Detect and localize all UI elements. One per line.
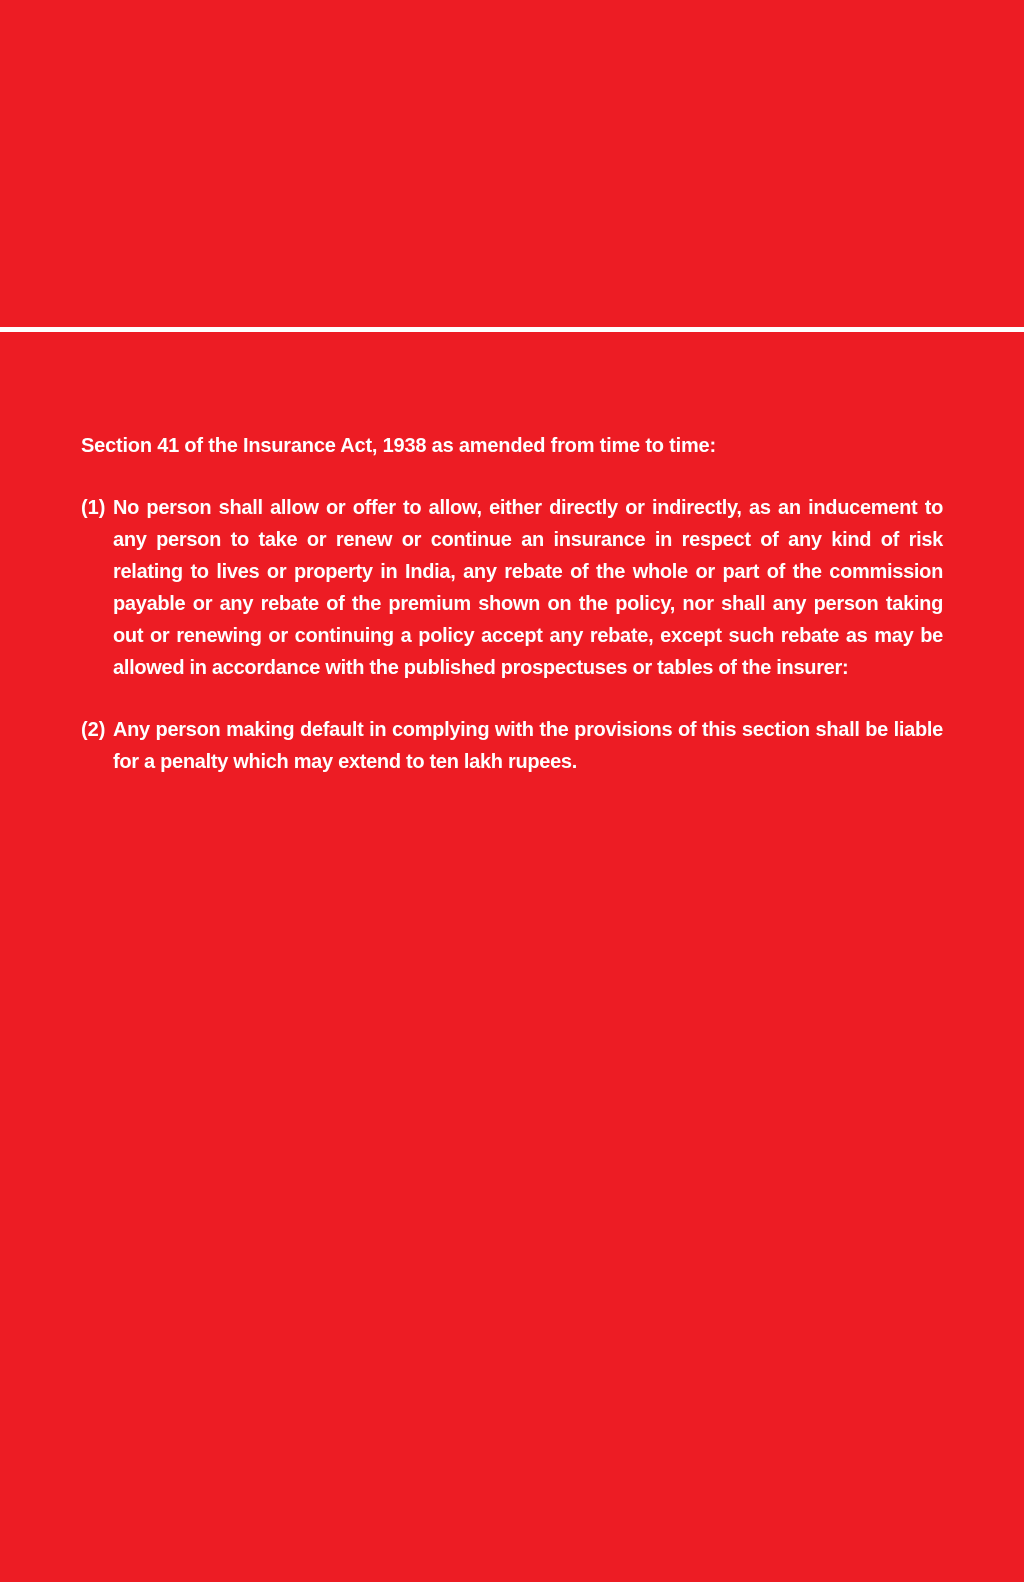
clause-2 bbox=[81, 714, 943, 778]
section-heading: Section 41 of the Insurance Act, 1938 as amended from time to time: bbox=[81, 435, 716, 457]
horizontal-divider bbox=[0, 327, 1024, 332]
clause-text: No person shall allow or offer to allow, either directly or indirectly, as an inducement to any person to take or renew or continue an insurance in respect of any kind of risk relating to lives or property in India, any rebate of the whole or part of the commission payable or any rebate of the premium shown on the policy, nor shall any person taking out or renewing or continuing a policy accept any rebate, except such rebate as may be allowed in accordance with the published prospectuses or tables of the insurer: bbox=[113, 497, 943, 679]
clause-text: Any person making default in complying with the provisions of this section shall be liable for a penalty which may extend to ten lakh rupees. bbox=[113, 719, 943, 773]
legal-notice bbox=[81, 430, 943, 808]
clause-number: (1) bbox=[81, 497, 106, 519]
clause-number: (2) bbox=[81, 719, 106, 741]
clause-1 bbox=[81, 492, 943, 684]
